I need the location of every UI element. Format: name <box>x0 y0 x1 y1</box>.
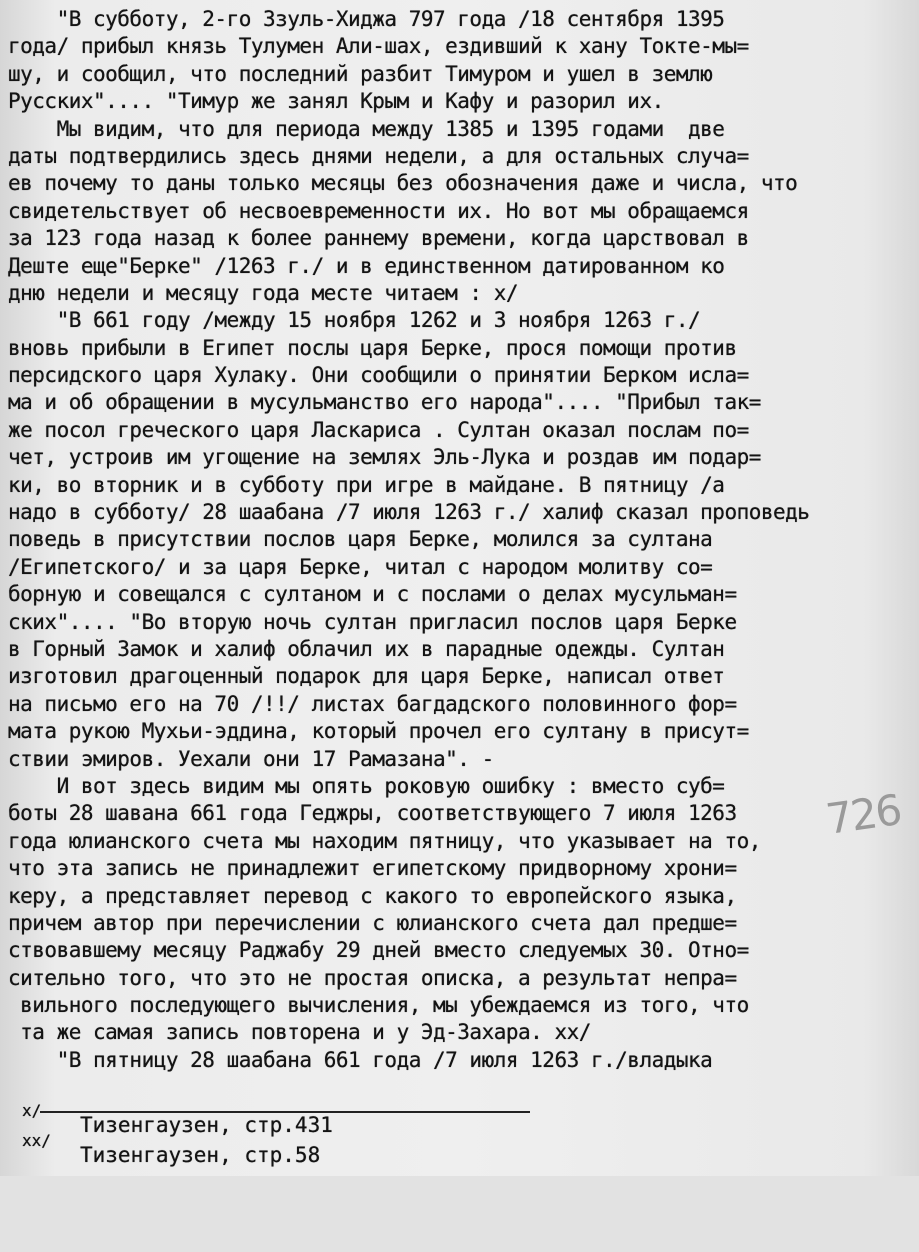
text-line: "В 661 году /между 15 ноября 1262 и 3 ноября 1263 г./ <box>8 308 701 333</box>
text-line: сительно того, что это не простая описка, а результат непра= <box>8 965 737 990</box>
text-line: мата рукою Мухьи-эддина, который прочел его султану в присут= <box>8 719 749 744</box>
footnote-mark: xx/ <box>22 1131 51 1150</box>
text-line: на письмо его на 70 /!!/ листах багдадского половинного фор= <box>8 691 737 716</box>
footnote-text: Тизенгаузен, стр.431 <box>80 1113 333 1137</box>
text-line: "В пятницу 28 шаабана 661 года /7 июля 1263 г./владыка <box>8 1047 713 1072</box>
text-line: Русских".... "Тимур же занял Крым и Кафу и разорил их. <box>8 89 664 114</box>
text-line: дню недели и месяцу года месте читаем : x/ <box>8 280 519 305</box>
text-line: Деште еще"Берке" /1263 г./ и в единственном датированном ко <box>8 253 725 278</box>
text-line: изготовил драгоценный подарок для царя Берке, написал ответ <box>8 664 725 689</box>
text-line: даты подтвердились здесь днями недели, а для остальных случа= <box>8 143 749 168</box>
footnote-mark: x/ <box>22 1101 42 1120</box>
text-line: Мы видим, что для периода между 1385 и 1395 годами две <box>8 116 725 141</box>
text-line: же посол греческого царя Ласкариса . Султан оказал послам по= <box>8 417 749 442</box>
text-line: ских".... "Во вторую ночь султан пригласил послов царя Берке <box>8 609 737 634</box>
text-line: причем автор при перечислении с юлианского счета дал предше= <box>8 910 737 935</box>
text-line: ма и об обращении в мусульманство его народа".... "Прибыл так= <box>8 390 761 415</box>
footnote-item <box>22 1101 542 1137</box>
text-line: "В субботу, 2-го Ззуль-Хиджа 797 года /18 сентября 1395 <box>8 7 725 31</box>
text-line: надо в субботу/ 28 шаабана /7 июля 1263 г./ халиф сказал проповедь <box>8 500 810 525</box>
text-line: ствии эмиров. Уехали они 17 Рамазана". - <box>8 746 494 771</box>
body-text <box>8 6 913 1074</box>
text-line: года/ прибыл князь Тулумен Али-шах, ездивший к хану Токте-мы= <box>8 34 749 59</box>
text-line: И вот здесь видим мы опять роковую ошибку : вместо суб= <box>8 773 725 798</box>
footnotes <box>22 1101 542 1167</box>
text-line: боты 28 шавана 661 года Геджры, соответствующего 7 июля 1263 <box>8 801 737 826</box>
footnote-item <box>22 1131 542 1167</box>
text-line: та же самая запись повторена и у Эд-Захара. xx/ <box>8 1020 591 1045</box>
text-line: ев почему то даны только месяцы без обозначения даже и числа, что <box>8 171 798 196</box>
text-line: керу, а представляет перевод с какого то европейского языка, <box>8 883 737 908</box>
text-line: чет, устроив им угощение на землях Эль-Лука и роздав им подар= <box>8 445 761 470</box>
text-line: шу, и сообщил, что последний разбит Тимуром и ушел в землю <box>8 61 713 86</box>
footnote-text: Тизенгаузен, стр.58 <box>80 1143 321 1167</box>
text-line: ствовавшему месяцу Раджабу 29 дней вместо следуемых 30. Отно= <box>8 938 749 963</box>
text-line: что эта запись не принадлежит египетскому придворному хрони= <box>8 856 737 881</box>
text-line: вновь прибыли в Египет послы царя Берке, прося помощи против <box>8 335 737 360</box>
text-line: /Египетского/ и за царя Берке, читал с народом молитву со= <box>8 554 713 579</box>
text-line: вильного последующего вычисления, мы убеждаемся из того, что <box>8 993 749 1018</box>
text-line: персидского царя Хулаку. Они сообщили о принятии Берком исла= <box>8 363 749 388</box>
text-line: поведь в присутствии послов царя Берке, молился за султана <box>8 527 713 552</box>
text-line: в Горный Замок и халиф облачил их в парадные одежды. Султан <box>8 636 725 661</box>
text-line: свидетельствует об несвоевременности их. Но вот мы обращаемся <box>8 198 749 223</box>
text-line: за 123 года назад к более раннему времени, когда царствовал в <box>8 226 749 251</box>
text-line: года юлианского счета мы находим пятницу, что указывает на то, <box>8 828 761 853</box>
text-line: ки, во вторник и в субботу при игре в майдане. В пятницу /а <box>8 472 725 497</box>
handwritten-margin-note: 726 <box>822 785 904 844</box>
text-line: борную и совещался с султаном и с послами о делах мусульман= <box>8 582 737 607</box>
